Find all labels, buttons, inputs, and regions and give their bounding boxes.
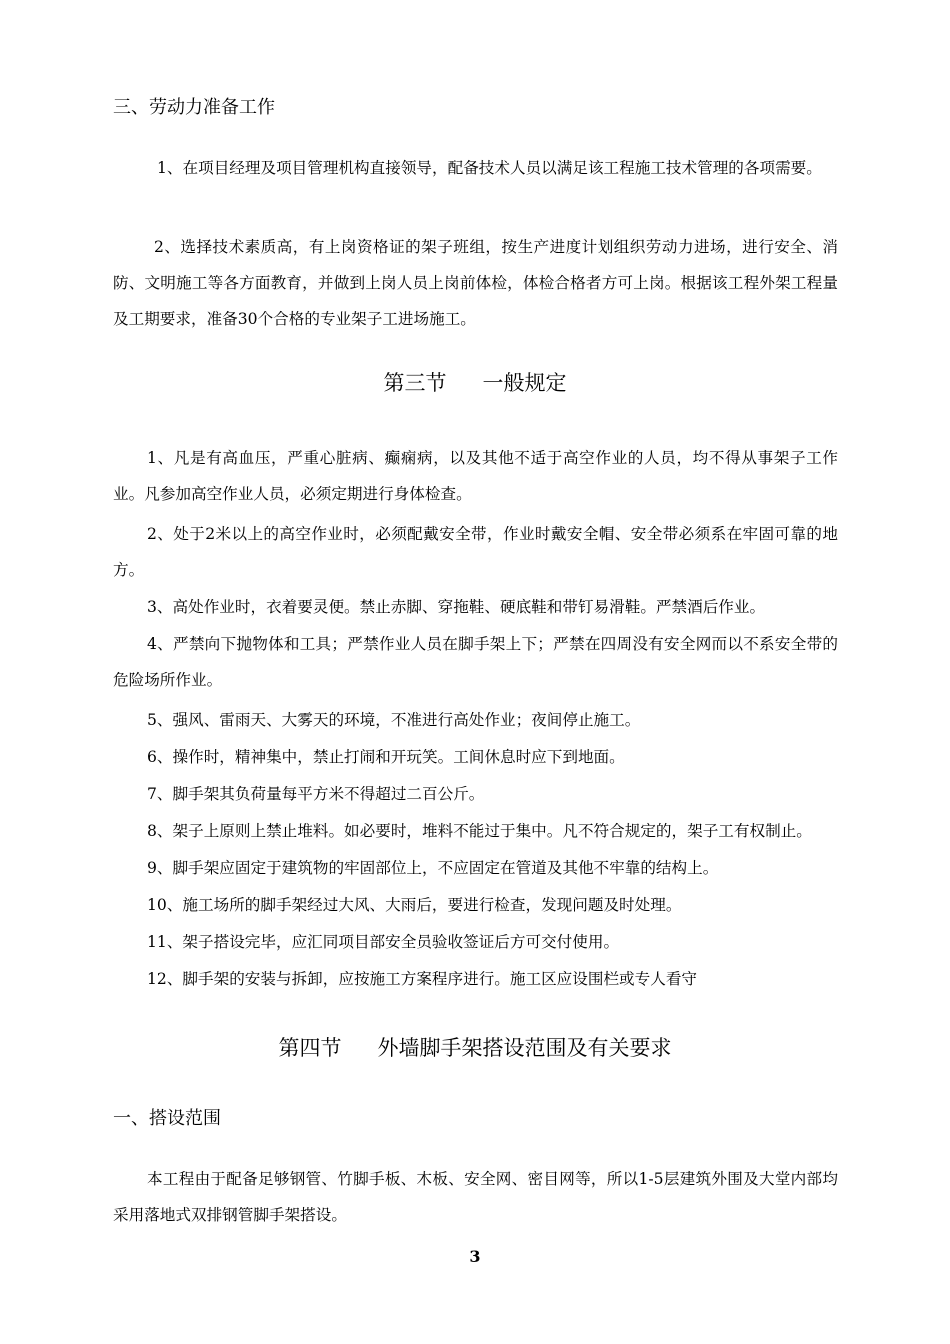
section-3-number: 第三节 [383,371,447,395]
labor-prep-item-2: 2、选择技术素质高，有上岗资格证的架子班组，按生产进度计划组织劳动力进场，进行安全、消防、文明施工等各方面教育，并做到上岗人员上岗前体检，体检合格者方可上岗。根据该工程外架工程量及工期要求，准备30个合格的专业架子工进场施工。 [113,238,838,328]
scope-heading: 一、搭设范围 [113,1108,221,1129]
section-3-name: 一般规定 [482,371,567,395]
rule-7: 7、脚手架其负荷量每平方米不得超过二百公斤。 [147,785,485,803]
page-number: 3 [469,1247,481,1266]
section-4-name: 外墙脚手架搭设范围及有关要求 [377,1036,672,1060]
rule-11: 11、架子搭设完毕，应汇同项目部安全员验收签证后方可交付使用。 [147,933,620,951]
rule-2: 2、处于2米以上的高空作业时，必须配戴安全带，作业时戴安全帽、安全带必须系在牢固可靠的地方。 [113,525,838,579]
rule-5: 5、强风、雷雨天、大雾天的环境，不准进行高处作业；夜间停止施工。 [147,711,641,729]
rule-8: 8、架子上原则上禁止堆料。如必要时，堆料不能过于集中。凡不符合规定的，架子工有权制止。 [147,822,812,840]
section-3-title [0,369,950,397]
rule-4: 4、严禁向下抛物体和工具；严禁作业人员在脚手架上下；严禁在四周没有安全网而以不系安全带的危险场所作业。 [113,635,838,689]
section-4-number: 第四节 [278,1036,342,1060]
rule-10: 10、施工场所的脚手架经过大风、大雨后，要进行检查，发现问题及时处理。 [147,896,682,914]
labor-prep-heading: 三、劳动力准备工作 [113,97,275,118]
rule-1: 1、凡是有高血压，严重心脏病、癫痫病，以及其他不适于高空作业的人员，均不得从事架子工作业。凡参加高空作业人员，必须定期进行身体检查。 [113,449,838,503]
rule-3: 3、高处作业时，衣着要灵便。禁止赤脚、穿拖鞋、硬底鞋和带钉易滑鞋。严禁酒后作业。 [147,598,766,616]
rule-6: 6、操作时，精神集中，禁止打闹和开玩笑。工间休息时应下到地面。 [147,748,625,766]
section-4-title [0,1034,950,1062]
rule-12: 12、脚手架的安装与拆卸，应按施工方案程序进行。施工区应设围栏或专人看守 [147,970,698,988]
scope-paragraph: 本工程由于配备足够钢管、竹脚手板、木板、安全网、密目网等，所以1-5层建筑外围及大堂内部均采用落地式双排钢管脚手架搭设。 [113,1170,838,1224]
labor-prep-item-1: 1、在项目经理及项目管理机构直接领导，配备技术人员以满足该工程施工技术管理的各项需要。 [157,159,822,177]
rule-9: 9、脚手架应固定于建筑物的牢固部位上，不应固定在管道及其他不牢靠的结构上。 [147,859,719,877]
